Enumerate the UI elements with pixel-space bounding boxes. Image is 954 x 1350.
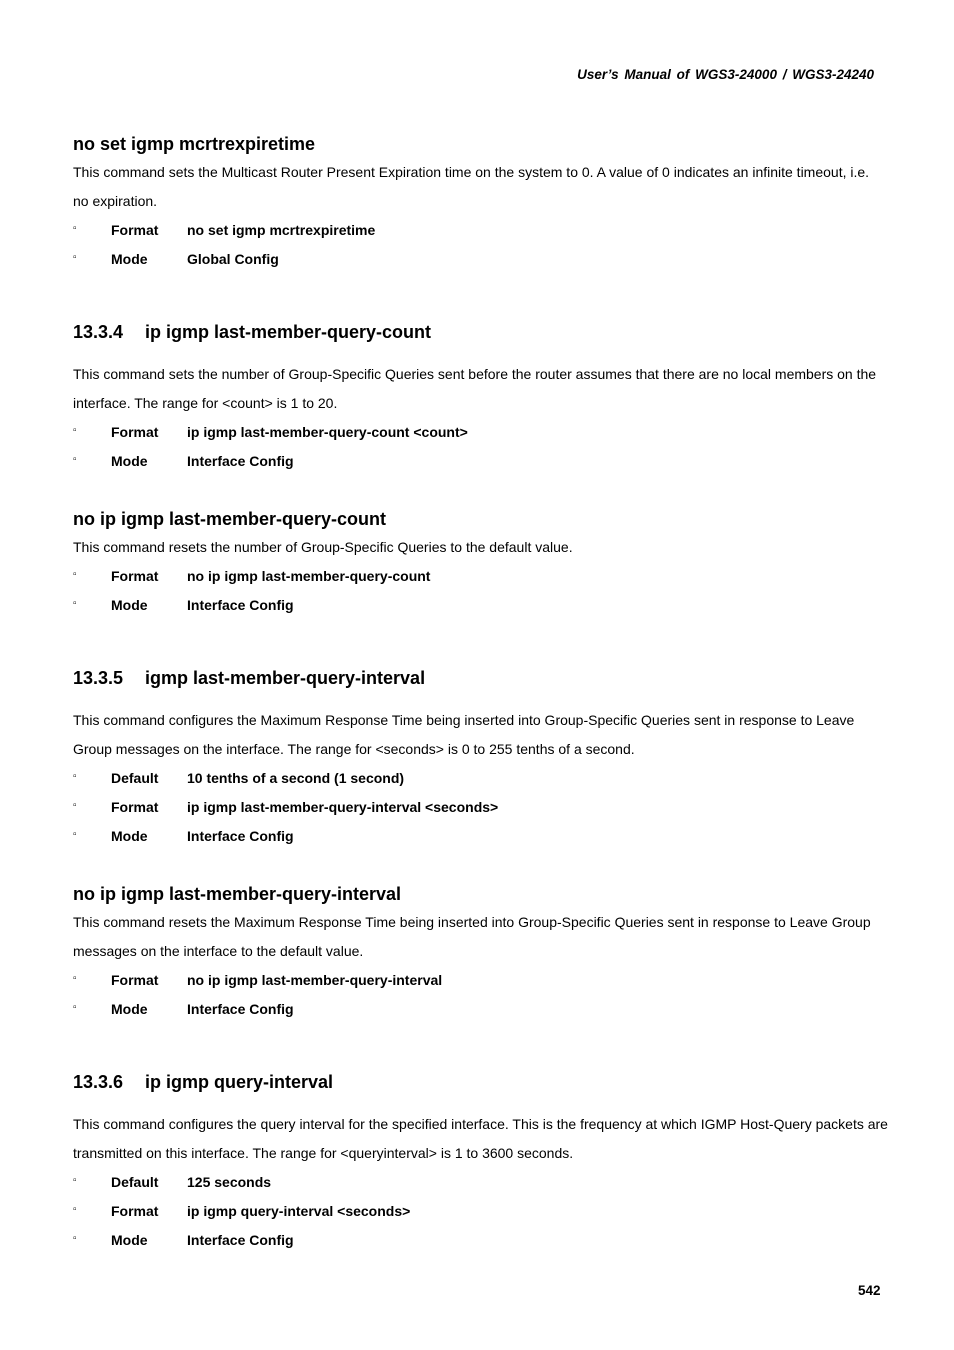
bullet-icon: ▫ bbox=[73, 1204, 77, 1215]
section-paragraph: This command sets the Multicast Router Present Expiration time on the system to 0. A value of 0 indicates an infinite timeout, i.e. no expiration. bbox=[73, 164, 870, 209]
item-label: Format bbox=[111, 1203, 159, 1219]
bullet-icon: ▫ bbox=[73, 800, 77, 811]
item-value: Interface Config bbox=[187, 828, 294, 844]
section-number: 13.3.5 bbox=[73, 668, 124, 688]
section-title: ip igmp last-member-query-count bbox=[145, 322, 432, 342]
section-heading bbox=[73, 668, 425, 689]
item-label: Format bbox=[111, 568, 159, 584]
item-value: ip igmp query-interval <seconds> bbox=[187, 1203, 411, 1219]
bullet-icon: ▫ bbox=[73, 223, 77, 234]
section-title: ip igmp query-interval bbox=[145, 1072, 334, 1092]
bullet-icon: ▫ bbox=[73, 1002, 77, 1013]
bullet-icon: ▫ bbox=[73, 425, 77, 436]
section-number: 13.3.4 bbox=[73, 322, 124, 342]
section-heading bbox=[73, 322, 431, 343]
section-title: igmp last-member-query-interval bbox=[145, 668, 426, 688]
item-value: Interface Config bbox=[187, 1001, 294, 1017]
item-value: Global Config bbox=[187, 251, 279, 267]
item-label: Mode bbox=[111, 597, 148, 613]
item-label: Format bbox=[111, 972, 159, 988]
item-label: Mode bbox=[111, 453, 148, 469]
item-value: Interface Config bbox=[187, 597, 294, 613]
item-value: 10 tenths of a second (1 second) bbox=[187, 770, 405, 786]
item-label: Mode bbox=[111, 1232, 148, 1248]
item-label: Mode bbox=[111, 828, 148, 844]
bullet-icon: ▫ bbox=[73, 771, 77, 782]
item-value: Interface Config bbox=[187, 453, 294, 469]
item-value: no ip igmp last-member-query-count bbox=[187, 568, 431, 584]
bullet-icon: ▫ bbox=[73, 829, 77, 840]
item-value: ip igmp last-member-query-count <count> bbox=[187, 424, 468, 440]
item-label: Mode bbox=[111, 251, 148, 267]
section-paragraph: This command configures the query interval for the specified interface. This is the frequency at which IGMP Host-Query packets are transmitted on this interface. The range for <queryinterval> is 1 to 3600 seconds. bbox=[73, 1116, 888, 1161]
bullet-icon: ▫ bbox=[73, 1233, 77, 1244]
bullet-icon: ▫ bbox=[73, 1175, 77, 1186]
bullet-icon: ▫ bbox=[73, 569, 77, 580]
section-paragraph: This command resets the Maximum Response Time being inserted into Group-Specific Queries sent in response to Leave Group messages on the interface to the default value. bbox=[73, 914, 871, 959]
bullet-icon: ▫ bbox=[73, 598, 77, 609]
item-label: Format bbox=[111, 799, 159, 815]
page-number: 542 bbox=[858, 1283, 881, 1298]
item-value: 125 seconds bbox=[187, 1174, 272, 1190]
section-heading: no ip igmp last-member-query-interval bbox=[73, 884, 402, 904]
section-heading: no ip igmp last-member-query-count bbox=[73, 509, 387, 529]
bullet-icon: ▫ bbox=[73, 454, 77, 465]
section-heading: no set igmp mcrtrexpiretime bbox=[73, 134, 316, 154]
item-value: no set igmp mcrtrexpiretime bbox=[187, 222, 376, 238]
item-label: Default bbox=[111, 770, 159, 786]
bullet-icon: ▫ bbox=[73, 973, 77, 984]
section-paragraph: This command resets the number of Group-Specific Queries to the default value. bbox=[73, 539, 573, 555]
item-value: no ip igmp last-member-query-interval bbox=[187, 972, 443, 988]
section-paragraph: This command configures the Maximum Response Time being inserted into Group-Specific Queries sent in response to Leave Group messages on the interface. The range for <seconds> is 0 to 255 tenths of a second. bbox=[73, 712, 855, 757]
section-number: 13.3.6 bbox=[73, 1072, 124, 1092]
item-label: Default bbox=[111, 1174, 159, 1190]
item-value: ip igmp last-member-query-interval <seconds> bbox=[187, 799, 499, 815]
section-heading bbox=[73, 1072, 333, 1093]
page-header: User’s Manual of WGS3-24000 / WGS3-24240 bbox=[577, 67, 874, 82]
item-label: Format bbox=[111, 424, 159, 440]
item-label: Mode bbox=[111, 1001, 148, 1017]
item-label: Format bbox=[111, 222, 159, 238]
bullet-icon: ▫ bbox=[73, 252, 77, 263]
item-value: Interface Config bbox=[187, 1232, 294, 1248]
section-paragraph: This command sets the number of Group-Specific Queries sent before the router assumes that there are no local members on the interface. The range for <count> is 1 to 20. bbox=[73, 366, 877, 411]
